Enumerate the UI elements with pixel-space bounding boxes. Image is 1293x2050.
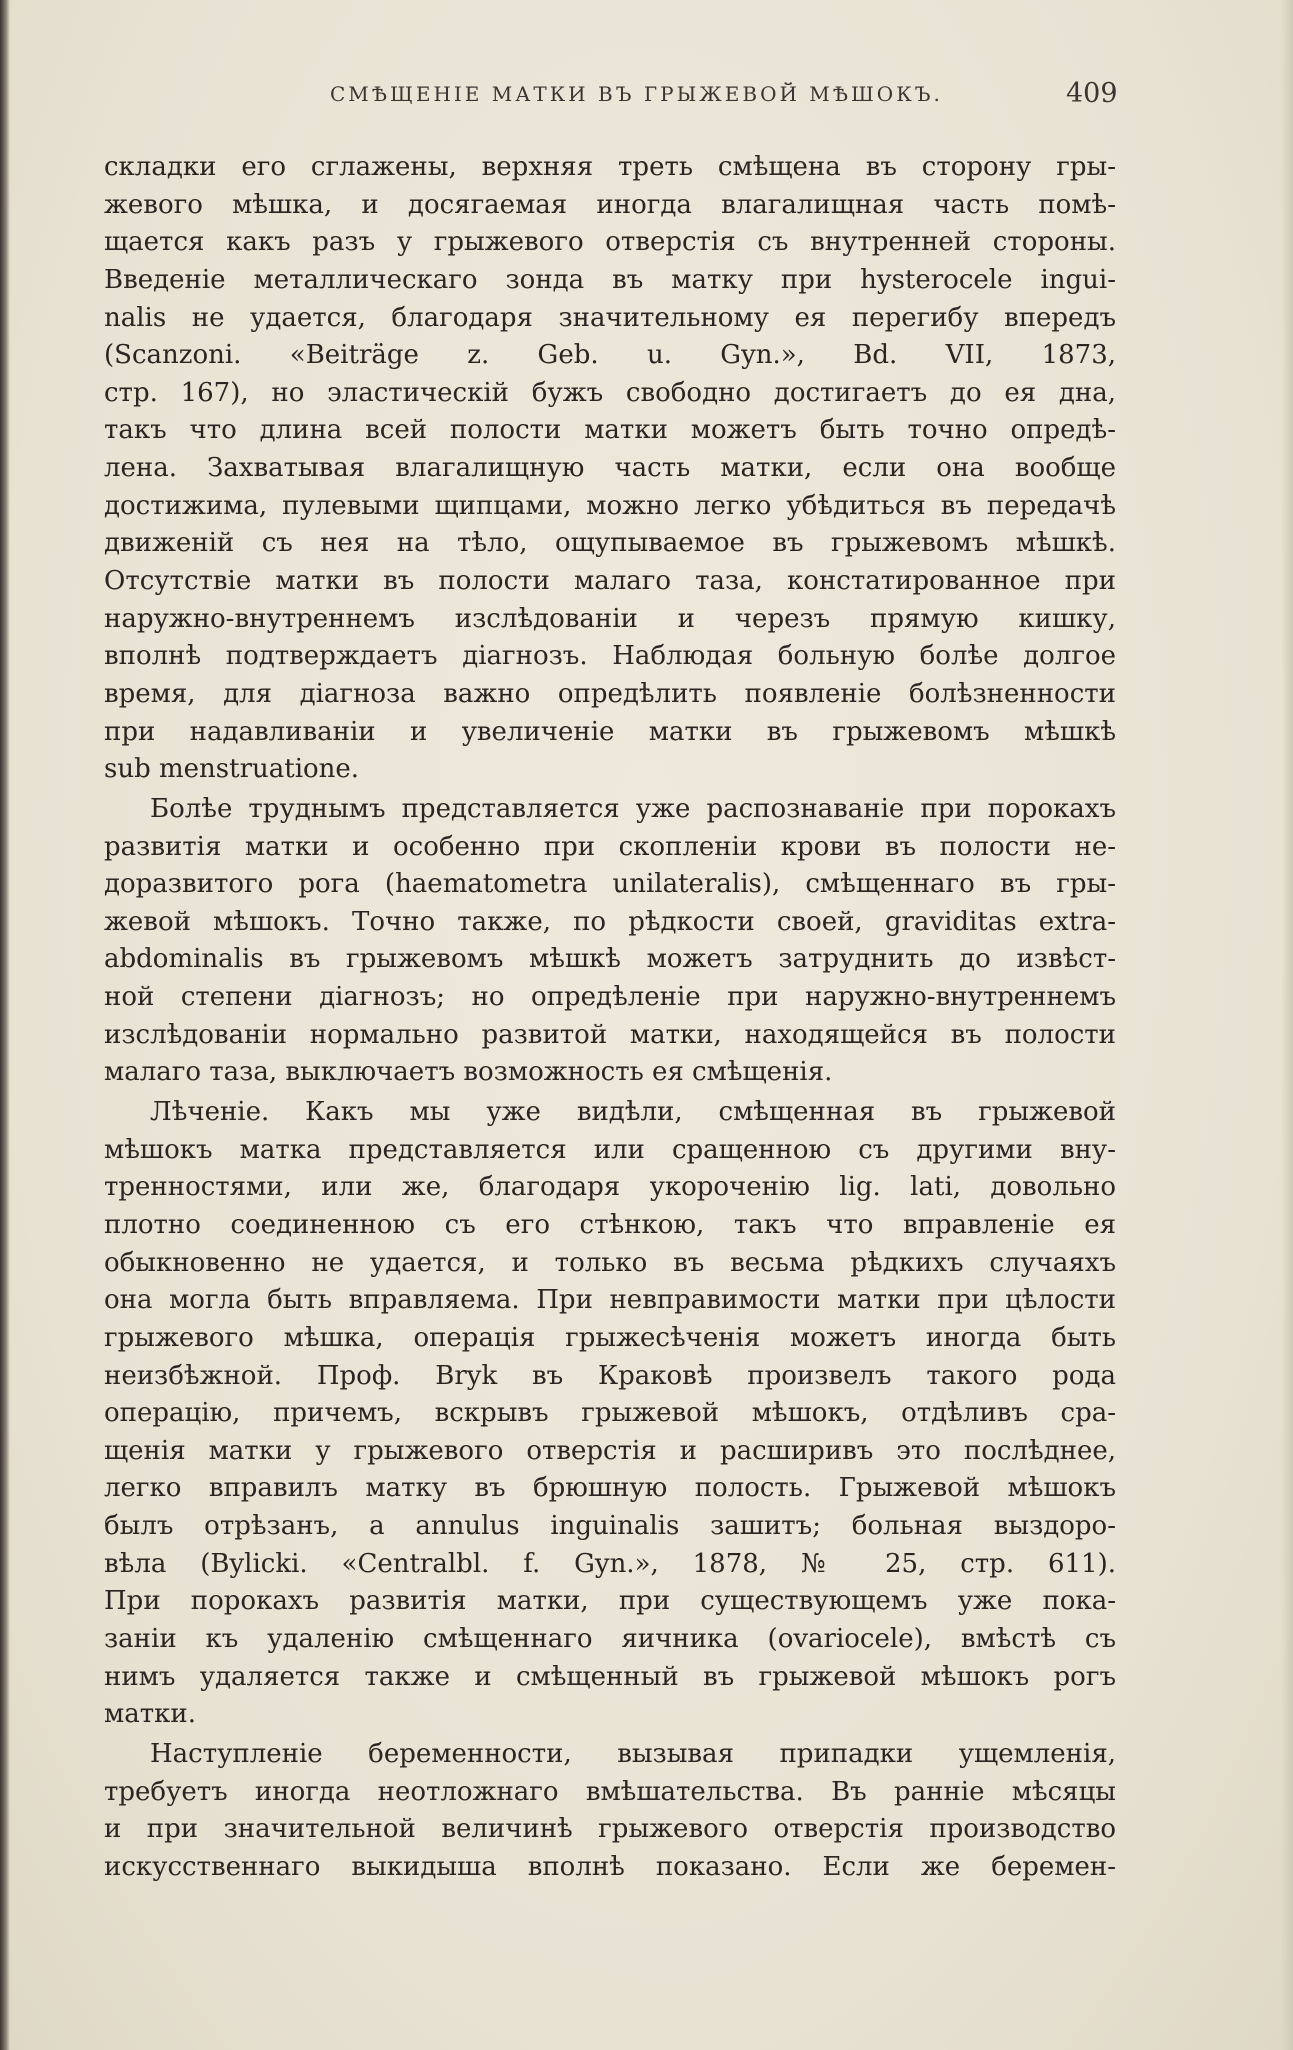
text-line: былъ отрѣзанъ, а annulus inguinalis зашитъ; больная выздоро- [104,1511,1116,1542]
text-line: При порокахъ развитія матки, при существующемъ уже пока- [104,1586,1116,1617]
text-line: развитія матки и особенно при скопленіи крови въ полости не- [104,831,1116,862]
paragraph-start: Наступленіе беременности, вызывая припадки ущемленія, [150,1738,1116,1769]
text-line: nalis не удается, благодаря значительному ея перегибу впередъ [104,302,1116,333]
text-line: abdominalis въ грыжевомъ мѣшкѣ можетъ затруднить до извѣст- [104,944,1116,975]
text-line: мѣшокъ матка представляется или сращенною съ другими вну- [104,1134,1116,1165]
running-header: СМѢЩЕНІЕ МАТКИ ВЪ ГРЫЖЕВОЙ МѢШОКЪ. [330,82,943,106]
text-line: достижима, пулевыми щипцами, можно легко убѣдиться въ передачѣ [104,490,1116,521]
text-line: sub menstruatione. [104,754,360,785]
text-line: Отсутствіе матки въ полости малаго таза, констатированное при [104,566,1116,597]
text-line: жевого мѣшка, и досягаемая иногда влагалищная часть помѣ- [104,189,1116,220]
text-line: складки его сглажены, верхняя треть смѣщена въ сторону гры- [104,152,1116,182]
text-line: вполнѣ подтверждаетъ діагнозъ. Наблюдая больную болѣе долгое [104,641,1116,672]
text-line: вѣла (Bylicki. «Centralbl. f. Gyn.», 1878, № 25, стр. 611). [104,1548,1116,1579]
text-line: ной степени діагнозъ; но опредѣленіе при наружно-внутреннемъ [104,982,1116,1013]
text-line: неизбѣжной. Проф. Bryk въ Краковѣ произвелъ такого рода [104,1360,1116,1391]
text-line: Введеніе металлическаго зонда въ матку при hysterocele ingui- [104,264,1116,295]
text-line: нимъ удаляется также и смѣщенный въ грыжевой мѣшокъ рогъ [104,1661,1116,1692]
page-number: 409 [1066,78,1118,109]
text-line: операцію, причемъ, вскрывъ грыжевой мѣшокъ, отдѣливъ сра- [104,1398,1116,1429]
body-text [104,149,1116,1886]
text-line: щается какъ разъ у грыжевого отверстія съ внутренней стороны. [104,227,1116,258]
paragraph-start: Болѣе труднымъ представляется уже распознаваніе при порокахъ [150,793,1116,824]
text-line: тренностями, или же, благодаря укороченію lig. lati, довольно [104,1172,1116,1203]
text-line: плотно соединенною съ его стѣнкою, такъ что вправленіе ея [104,1209,1116,1240]
page-edge-shadow [1281,0,1293,2050]
text-line: жевой мѣшокъ. Точно также, по рѣдкости своей, graviditas extra- [104,906,1116,937]
text-line: грыжевого мѣшка, операція грыжесѣченія можетъ иногда быть [104,1322,1116,1353]
text-line: заніи къ удаленію смѣщеннаго яичника (ovariocele), вмѣстѣ съ [104,1623,1116,1654]
text-line: обыкновенно не удается, и только въ весьма рѣдкихъ случаяхъ [104,1247,1116,1278]
text-line: искусственнаго выкидыша вполнѣ показано. Если же беремен- [104,1851,1116,1882]
text-line: легко вправилъ матку въ брюшную полость. Грыжевой мѣшокъ [104,1473,1116,1504]
paragraph-start: Лѣченіе. Какъ мы уже видѣли, смѣщенная въ грыжевой [150,1097,1116,1128]
text-line: изслѣдованіи нормально развитой матки, находящейся въ полости [104,1019,1116,1050]
text-line: время, для діагноза важно опредѣлить появленіе болѣзненности [104,678,1116,709]
text-line: лена. Захватывая влагалищную часть матки, если она вообще [104,453,1116,484]
text-line: наружно-внутреннемъ изслѣдованіи и черезъ прямую кишку, [104,603,1116,634]
text-line: требуетъ иногда неотложнаго вмѣшательства. Въ ранніе мѣсяцы [104,1776,1116,1807]
page-spine-shadow [0,0,10,2050]
text-line: (Scanzoni. «Beiträge z. Geb. u. Gyn.», Bd. VII, 1873, [104,340,1116,371]
text-line: и при значительной величинѣ грыжевого отверстія производство [104,1814,1116,1845]
text-line: она могла быть вправляема. При невправимости матки при цѣлости [104,1285,1116,1316]
text-line: такъ что длина всей полости матки можетъ быть точно опредѣ- [104,415,1116,446]
text-line: доразвитого рога (haematometra unilateralis), смѣщеннаго въ гры- [104,869,1116,900]
text-line: стр. 167), но эластическій бужъ свободно достигаетъ до ея дна, [104,377,1116,408]
text-line: при надавливаніи и увеличеніе матки въ грыжевомъ мѣшкѣ [104,716,1116,747]
text-line: матки. [104,1699,196,1730]
text-line: малаго таза, выключаетъ возможность ея смѣщенія. [104,1057,833,1088]
text-line: щенія матки у грыжевого отверстія и расширивъ это послѣднее, [104,1435,1116,1466]
text-line: движеній съ нея на тѣло, ощупываемое въ грыжевомъ мѣшкѣ. [104,528,1116,559]
